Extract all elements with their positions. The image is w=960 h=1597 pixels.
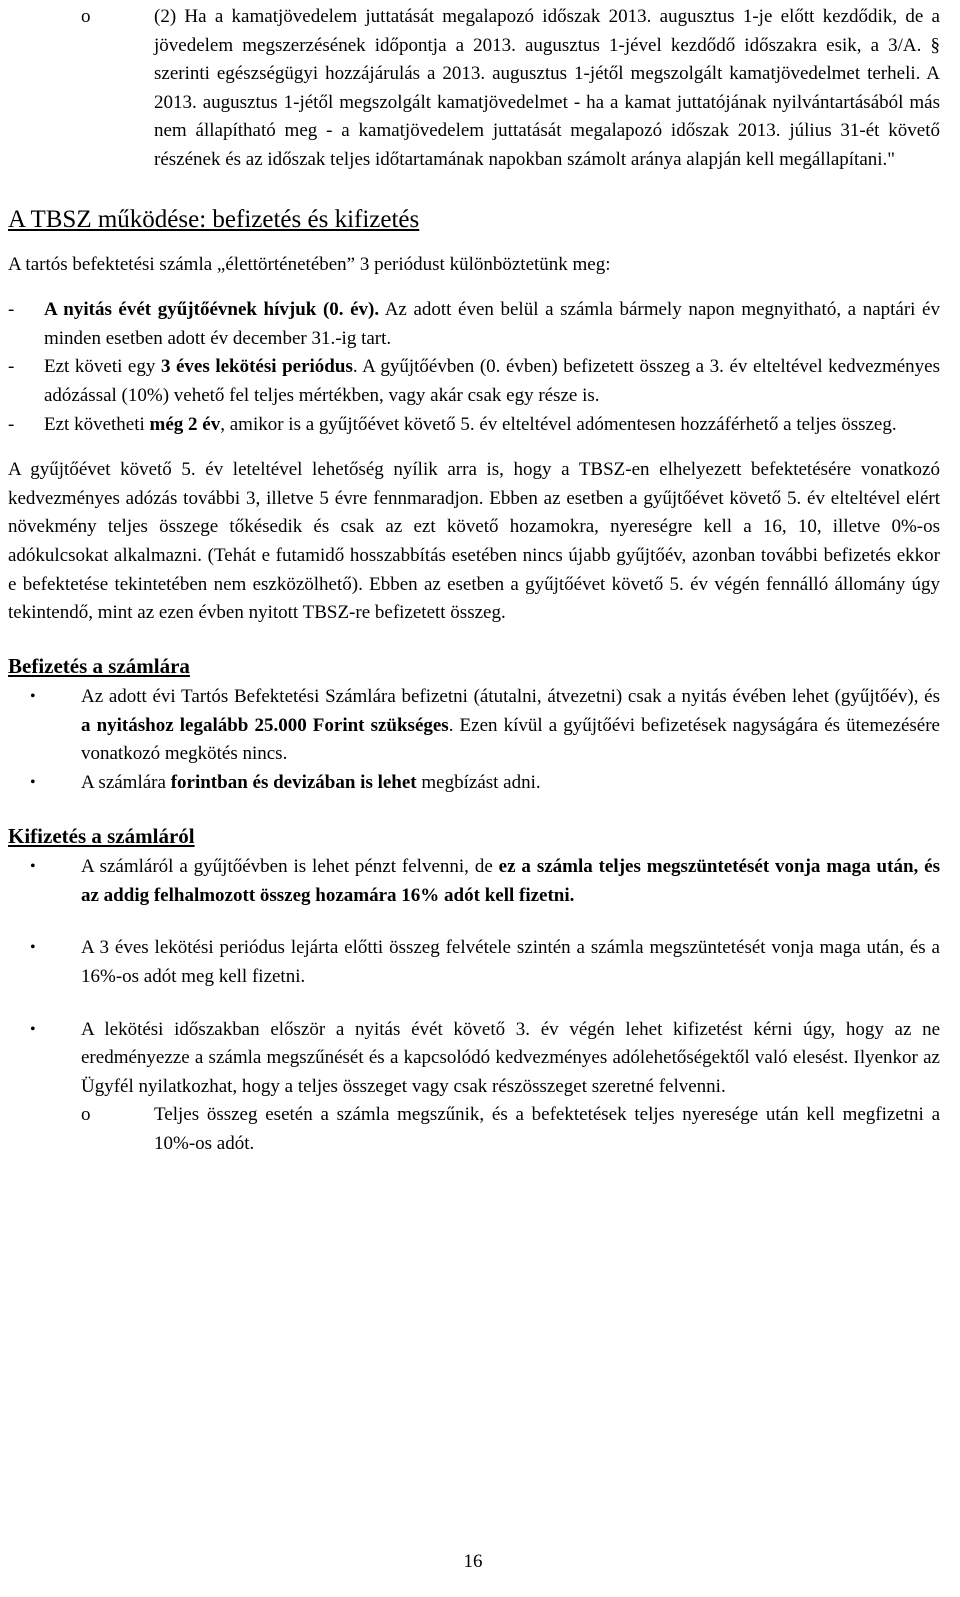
list-item xyxy=(8,683,940,769)
subsection-heading: Kifizetés a számláról xyxy=(8,823,195,848)
list-item xyxy=(8,411,940,440)
list-item xyxy=(8,934,940,991)
list-item-text: Ezt követheti még 2 év, amikor is a gyűjtőévet követő 5. év elteltével adómentesen hozzáférhető a teljes összeg. xyxy=(44,413,897,435)
befizetes-section xyxy=(8,652,940,798)
list-item-text: Az adott évi Tartós Befektetési Számlára befizetni (átutalni, átvezetni) csak a nyitás évében lehet (gyűjtőév), és a nyitáshoz legalább 25.000 Forint szükséges. Ezen kívül a gyűjtőévi befizetések nagyságára és ütemezésére vonatkozó megkötés nincs. xyxy=(81,686,940,765)
list-item xyxy=(8,3,940,175)
list-item xyxy=(8,769,940,798)
list-item xyxy=(8,353,940,410)
bullet-icon: • xyxy=(30,774,36,792)
circle-bullet-icon: o xyxy=(81,6,91,27)
document-page xyxy=(8,0,940,1159)
dash-bullet-icon: - xyxy=(8,413,15,435)
list-item-text: A számlára forintban és devizában is lehet megbízást adni. xyxy=(81,772,541,794)
dash-bullet-icon: - xyxy=(8,299,15,321)
bullet-icon: • xyxy=(30,688,36,706)
bullet-icon: • xyxy=(30,858,36,876)
kifizetes-section xyxy=(8,822,940,1159)
section-heading: A TBSZ működése: befizetés és kifizetés xyxy=(8,205,420,233)
list-item-text: A 3 éves lekötési periódus lejárta előtti összeg felvétele szintén a számla megszüntetését vonja maga után, és a 16%-os adót meg kell fizetni. xyxy=(81,937,940,988)
list-item-text: A nyitás évét gyűjtőévnek hívjuk (0. év). Az adott éven belül a számla bármely napon megnyitható, a naptári év minden esetben adott év december 31.-ig tart. xyxy=(44,299,940,349)
subsection-heading: Befizetés a számlára xyxy=(8,653,190,678)
bullet-list xyxy=(8,683,940,797)
bullet-icon: • xyxy=(30,939,36,957)
list-item-text: (2) Ha a kamatjövedelem juttatását megalapozó időszak 2013. augusztus 1-je előtt kezdődik, de a jövedelem megszerzésének időpontja a 2013. augusztus 1-jével kezdődő időszakra esik, a 3/A. § szerinti egészségügyi hozzájárulás a 2013. augusztus 1-jétől megszolgált kamatjövedelmet terheli. A 2013. augusztus 1-jétől megszolgált kamatjövedelmet - ha a kamat juttatójának nyilvántartásából más nem állapítható meg - a kamatjövedelem juttatását megalapozó időszak 2013. július 31-ét követő részének és az időszak teljes időtartamának napokban számolt aránya alapján kell megállapítani." xyxy=(154,6,940,170)
page-number: 16 xyxy=(463,1551,483,1572)
bullet-list xyxy=(8,853,940,1158)
body-paragraph: A gyűjtőévet követő 5. év leteltével lehetőség nyílik arra is, hogy a TBSZ-en elhelyezett befektetésére vonatkozó kedvezményes adózás további 3, illetve 5 évre fennmaradjon. Ebben az esetben a gyűjtőévet követő 5. év elteltével elért növekmény teljes összege tőkésedik és csak az ezt követő hozamokra, nyereségre kell a 16, 10, illetve 0%-os adókulcsokat alkalmazni. (Tehát e futamidő hosszabbítás esetében nincs újabb gyűjtőév, azonban további befizetés ekkor e befektetése tekintetében nem eszközölhető). Ebben az esetben a gyűjtőévet követő 5. év végén fennálló állomány úgy tekintendő, mint az ezen évben nyitott TBSZ-re befizetett összeg. xyxy=(8,459,940,624)
list-item-text: Ezt követi egy 3 éves lekötési periódus. A gyűjtőévben (0. évben) befizetett összeg a 3. év elteltével kedvezményes adózással (10%) vehető fel teljes mértékben, vagy akár csak egy része is. xyxy=(44,356,941,406)
list-item xyxy=(8,1101,940,1158)
intro-text: A tartós befektetési számla „élettörténetében” 3 periódust különböztetünk meg: xyxy=(8,253,611,275)
list-item xyxy=(8,296,940,353)
list-item xyxy=(8,1016,940,1102)
list-item-text: A lekötési időszakban először a nyitás évét követő 3. év végén lehet kifizetést kérni úgy, hogy az ne eredményezze a számla megszűnését és a kapcsolódó kedvezményes adólehetőségektől való elesést. Ilyenkor az Ügyfél nyilatkozhat, hogy a teljes összeget vagy csak részösszeget szeretné felvenni. xyxy=(81,1018,940,1097)
list-item xyxy=(8,853,940,910)
circle-bullet-icon: o xyxy=(81,1104,91,1126)
period-list xyxy=(8,296,940,439)
dash-bullet-icon: - xyxy=(8,356,15,378)
bullet-icon: • xyxy=(30,1020,36,1038)
list-item-text: Teljes összeg esetén a számla megszűnik, és a befektetések teljes nyeresége után kell megfizetni a 10%-os adót. xyxy=(154,1104,940,1154)
list-item-text: A számláról a gyűjtőévben is lehet pénzt felvenni, de ez a számla teljes megszüntetését vonja maga után, és az addig felhalmozott összeg hozamára 16% adót kell fizetni. xyxy=(81,856,940,906)
